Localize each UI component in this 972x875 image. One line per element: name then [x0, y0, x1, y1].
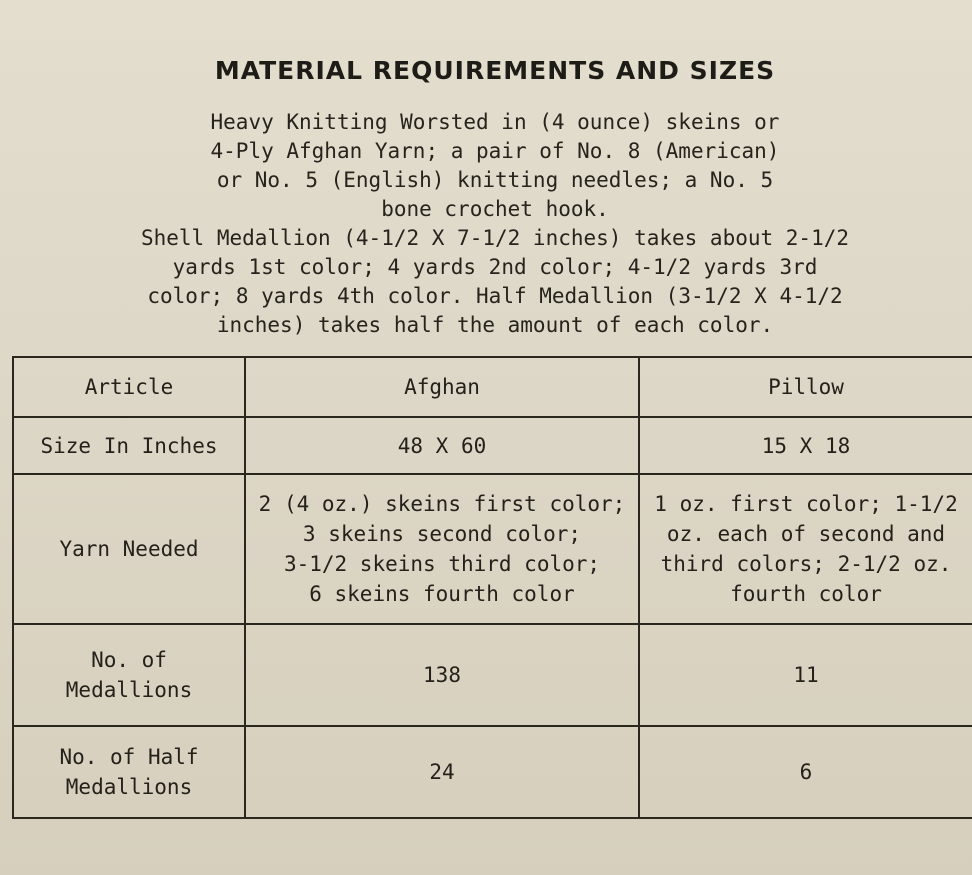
page-title: MATERIAL REQUIREMENTS AND SIZES: [214, 56, 776, 85]
cell-line: 24: [429, 760, 455, 784]
intro-line: color; 8 yards 4th color. Half Medallion (3-1/2 X 4-1/2: [147, 284, 843, 308]
cell-line: No. of Half: [59, 745, 199, 769]
cell-line: 3-1/2 skeins third color;: [283, 552, 601, 576]
cell-line: Medallions: [65, 678, 193, 702]
requirements-table: [12, 356, 972, 819]
cell-line: third colors; 2-1/2 oz.: [660, 552, 952, 576]
cell-line: 15 X 18: [761, 433, 851, 458]
table-header-row: [13, 357, 972, 417]
cell-line: 6 skeins fourth color: [309, 582, 575, 606]
afghan-cell: [245, 624, 639, 726]
header-pillow: Pillow: [639, 357, 972, 417]
table-row: [13, 474, 972, 624]
intro-line: yards 1st color; 4 yards 2nd color; 4-1/2 yards 3rd: [172, 255, 818, 279]
table-row: [13, 417, 972, 474]
afghan-cell: [245, 474, 639, 624]
intro-line: Shell Medallion (4-1/2 X 7-1/2 inches) takes about 2-1/2: [140, 226, 849, 250]
pillow-cell: [639, 417, 972, 474]
pillow-cell: [639, 726, 972, 818]
cell-line: Size In Inches: [40, 433, 218, 458]
cell-line: 1 oz. first color; 1-1/2: [654, 492, 958, 516]
intro-line: or No. 5 (English) knitting needles; a No. 5: [216, 168, 774, 192]
intro-line: Heavy Knitting Worsted in (4 ounce) skeins or: [210, 110, 780, 134]
cell-line: No. of: [91, 648, 167, 672]
cell-line: Yarn Needed: [59, 537, 199, 561]
cell-line: 48 X 60: [397, 433, 487, 458]
cell-line: fourth color: [730, 582, 882, 606]
intro-line: inches) takes half the amount of each color.: [216, 313, 774, 337]
table-row: [13, 726, 972, 818]
cell-line: 11: [793, 663, 819, 687]
cell-line: oz. each of second and: [666, 522, 946, 546]
cell-line: 2 (4 oz.) skeins first color;: [258, 492, 626, 516]
intro-line: 4-Ply Afghan Yarn; a pair of No. 8 (American): [210, 139, 780, 163]
cell-line: 138: [423, 663, 461, 687]
pillow-cell: [639, 474, 972, 624]
cell-line: 3 skeins second color;: [302, 522, 582, 546]
afghan-cell: [245, 726, 639, 818]
cell-line: 6: [799, 760, 813, 784]
row-label: [13, 417, 245, 474]
row-label: [13, 624, 245, 726]
row-label: [13, 474, 245, 624]
intro-paragraph: [0, 108, 972, 340]
intro-line: bone crochet hook.: [381, 197, 609, 221]
row-label: [13, 726, 245, 818]
header-afghan: Afghan: [245, 357, 639, 417]
header-article: Article: [13, 357, 245, 417]
afghan-cell: [245, 417, 639, 474]
table-row: [13, 624, 972, 726]
pillow-cell: [639, 624, 972, 726]
cell-line: Medallions: [65, 775, 193, 799]
